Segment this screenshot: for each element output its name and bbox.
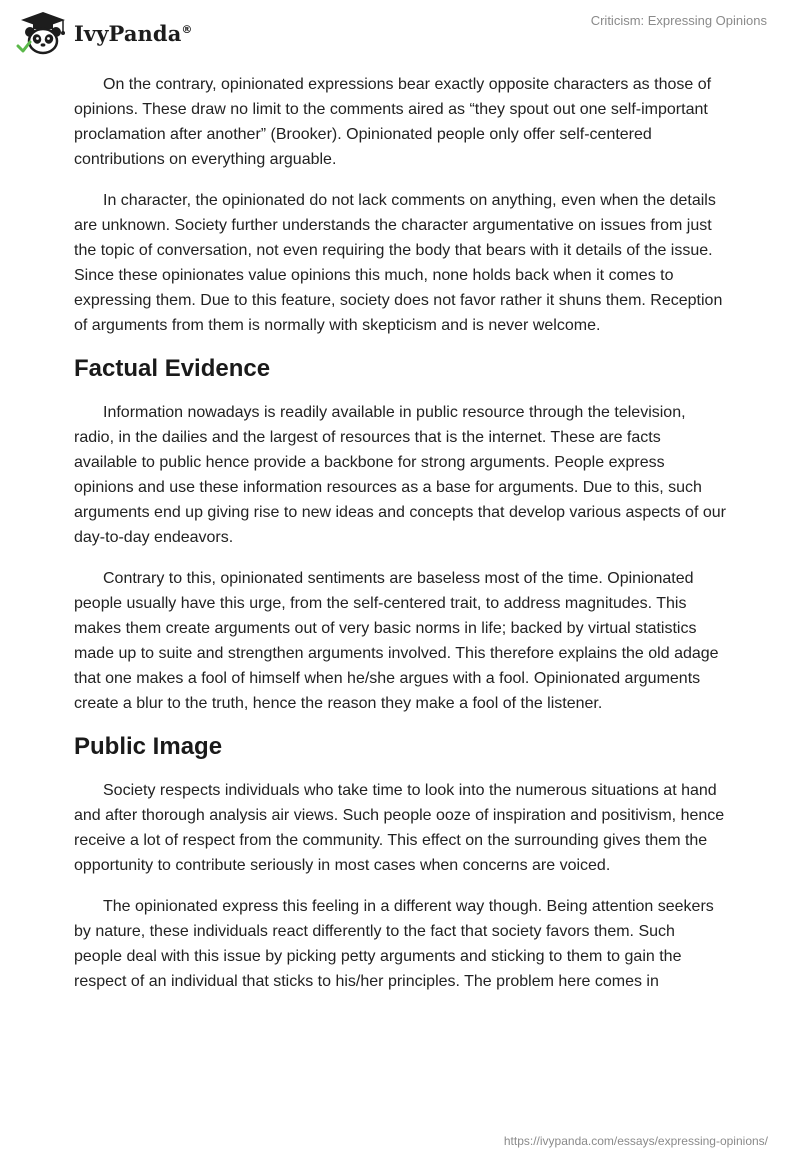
section-heading-factual-evidence: Factual Evidence <box>74 355 271 382</box>
paragraph: In character, the opinionated do not lack comments on anything, even when the details are unknown. Society further understands the character argumentative on issues from just the topic of conversation, not even requiring the body that bears with it details of the issue. Since these opinionates value opinions this much, none holds back when it comes to expressing them. Due to this feature, society does not favor rather it shuns them. Reception of arguments from them is normally with skepticism and is never welcome. <box>74 192 723 334</box>
section-heading-public-image: Public Image <box>74 733 223 760</box>
panda-graduate-icon <box>16 10 70 56</box>
essay-body <box>74 72 726 1010</box>
paragraph: Contrary to this, opinionated sentiments are baseless most of the time. Opinionated people usually have this urge, from the self-centered trait, to address magnitudes. This makes them create arguments out of very basic norms in life; backed by virtual statistics made up to suite and strengthen arguments involved. This therefore explains the old adage that one makes a fool of himself when he/she argues with a fool. Opinionated arguments create a blur to the truth, hence the reason they make a fool of the listener. <box>74 570 719 712</box>
paragraph: Society respects individuals who take time to look into the numerous situations at hand and after thorough analysis air views. Such people ooze of inspiration and positivism, hence receive a lot of respect from the community. This effect on the surrounding gives them the opportunity to contribute seriously in most cases when concerns are voiced. <box>74 782 725 874</box>
paragraph: On the contrary, opinionated expressions bear exactly opposite characters as those of opinions. These draw no limit to the comments aired as “they spout out one self-important proclamation after another” (Brooker). Opinionated people only offer self-centered contributions on everything arguable. <box>74 76 712 168</box>
paragraph: Information nowadays is readily available in public resource through the television, radio, in the dailies and the largest of resources that is the internet. These are facts available to public hence provide a backbone for strong arguments. People express opinions and use these information resources as a base for arguments. Due to this, such arguments end up giving rise to new ideas and concepts that develop various aspects of our day-to-day endeavors. <box>74 404 726 546</box>
document-title: Criticism: Expressing Opinions <box>590 13 767 28</box>
brand-name: IvyPanda® <box>74 20 193 46</box>
page-header <box>0 0 800 64</box>
paragraph: The opinionated express this feeling in a different way though. Being attention seekers by nature, these individuals react differently to the fact that society favors them. Such people deal with this issue by picking petty arguments and sticking to them to gain the respect of an individual that sticks to his/her principles. The problem here comes in <box>74 898 714 990</box>
source-url-link[interactable]: https://ivypanda.com/essays/expressing-opinions/ <box>503 1134 768 1148</box>
ivypanda-logo[interactable] <box>16 10 193 56</box>
